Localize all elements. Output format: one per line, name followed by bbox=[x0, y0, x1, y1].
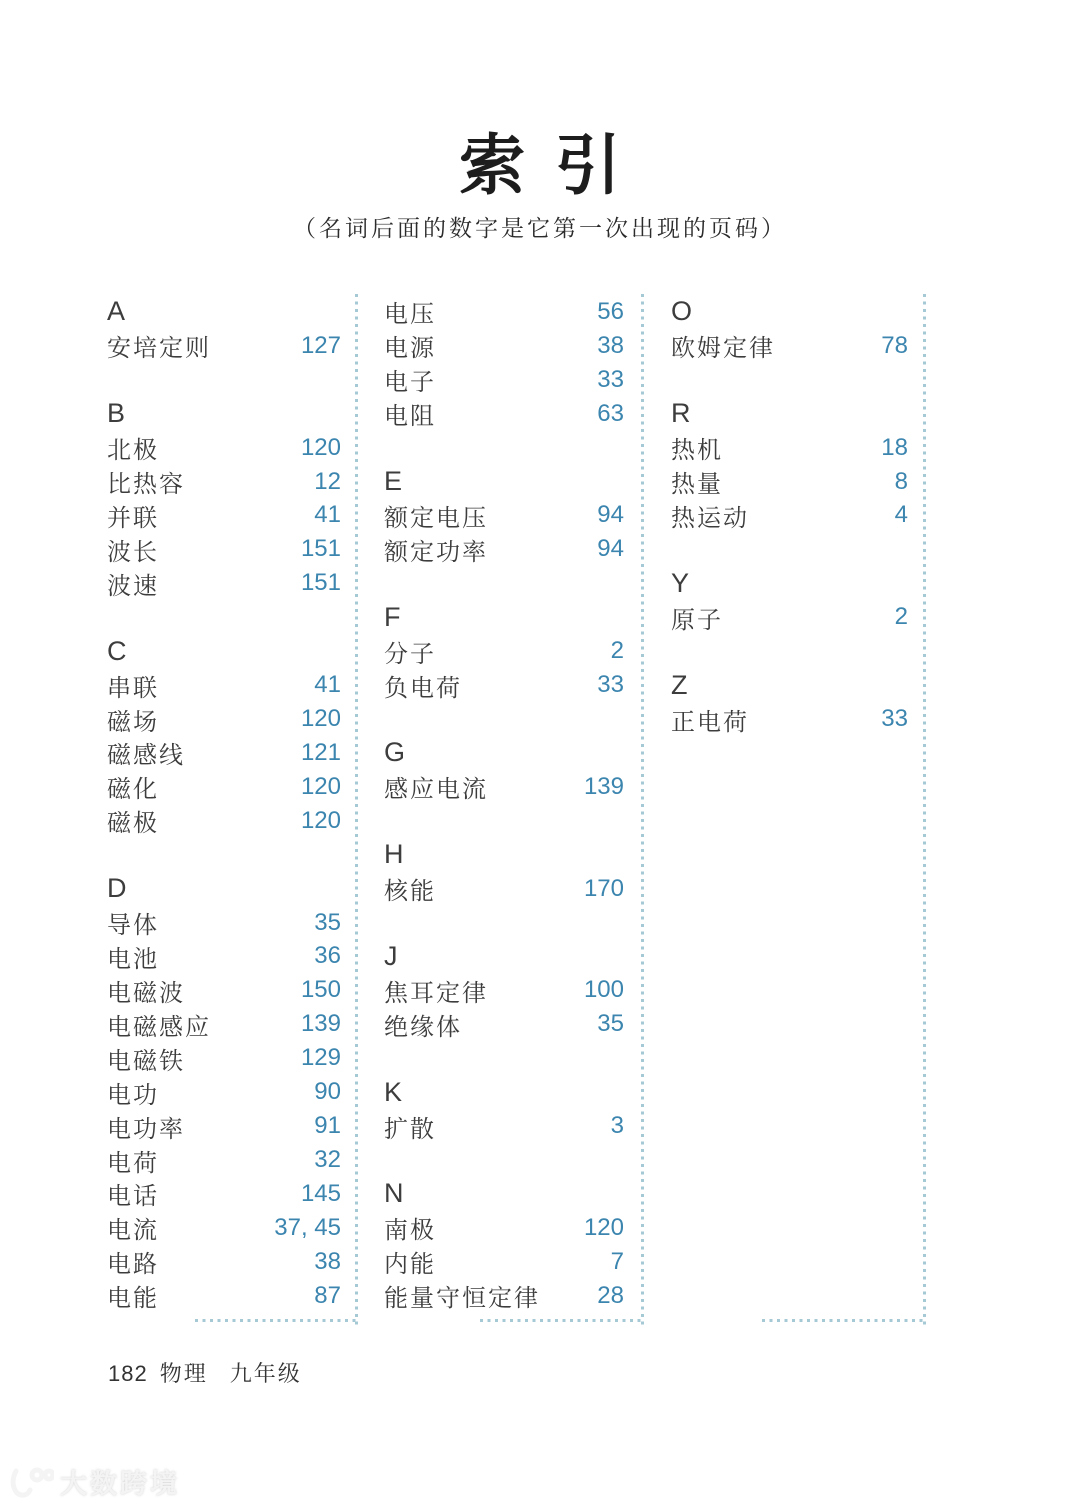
index-term-page-number: 2 bbox=[894, 603, 908, 631]
index-entry bbox=[107, 668, 341, 702]
index-term: 热机 bbox=[671, 437, 723, 465]
index-term: 并联 bbox=[107, 505, 159, 532]
index-column-1 bbox=[107, 295, 341, 1313]
index-entry bbox=[107, 1177, 341, 1211]
index-term: 扩散 bbox=[384, 1115, 436, 1143]
index-term: 电池 bbox=[107, 945, 159, 973]
section-gap bbox=[107, 363, 341, 397]
section-letter-label: H bbox=[384, 839, 404, 870]
index-entry bbox=[107, 1279, 341, 1313]
index-entry bbox=[671, 329, 908, 363]
index-term-page-number: 63 bbox=[597, 399, 624, 427]
index-term-page-number: 120 bbox=[300, 433, 341, 461]
index-term-page-number: 33 bbox=[597, 671, 624, 699]
index-term-page-number: 90 bbox=[314, 1078, 341, 1106]
index-entry bbox=[107, 1143, 341, 1177]
section-letter bbox=[384, 1075, 624, 1109]
index-term-page-number: 94 bbox=[597, 501, 624, 529]
index-entry bbox=[671, 465, 908, 499]
index-term-page-number: 35 bbox=[314, 908, 341, 936]
index-term-page-number: 151 bbox=[300, 569, 341, 597]
section-letter bbox=[671, 295, 908, 329]
section-letter-label: E bbox=[384, 466, 403, 497]
section-letter bbox=[384, 600, 624, 634]
index-entry bbox=[107, 1245, 341, 1279]
index-term-page-number: 33 bbox=[881, 705, 908, 733]
section-gap bbox=[671, 634, 908, 668]
page-title: 索引 bbox=[459, 126, 651, 204]
column-bottom-dotted-line-3 bbox=[762, 1319, 926, 1322]
index-entry bbox=[384, 295, 624, 329]
watermark-text: 大数跨境 bbox=[60, 1469, 180, 1499]
index-term-page-number: 12 bbox=[314, 467, 341, 495]
section-letter-label: O bbox=[671, 296, 693, 327]
section-letter-label: C bbox=[107, 635, 127, 666]
index-entry bbox=[384, 1279, 624, 1313]
index-term: 电功率 bbox=[107, 1115, 185, 1143]
index-term-page-number: 35 bbox=[597, 1010, 624, 1038]
index-term: 串联 bbox=[107, 674, 159, 702]
index-term: 导体 bbox=[107, 912, 159, 940]
section-gap bbox=[384, 804, 624, 838]
section-gap bbox=[384, 431, 624, 465]
index-term-page-number: 91 bbox=[314, 1112, 341, 1140]
index-term-page-number: 150 bbox=[300, 976, 341, 1004]
index-term-page-number: 32 bbox=[314, 1146, 341, 1173]
watermark-logo-icon bbox=[10, 1465, 54, 1499]
index-entry bbox=[384, 532, 624, 566]
index-term: 波速 bbox=[107, 572, 159, 600]
index-term-page-number: 145 bbox=[300, 1179, 341, 1207]
index-entry bbox=[107, 566, 341, 600]
section-letter bbox=[107, 872, 341, 906]
index-term: 感应电流 bbox=[384, 776, 488, 804]
index-term: 能量守恒定律 bbox=[384, 1285, 540, 1313]
section-letter bbox=[107, 634, 341, 668]
index-term-page-number: 7 bbox=[610, 1247, 624, 1275]
index-entry bbox=[384, 770, 624, 804]
index-entry bbox=[384, 1109, 624, 1143]
index-term: 磁感线 bbox=[107, 742, 185, 770]
index-term-page-number: 120 bbox=[300, 705, 341, 733]
column-divider-dotted-line-3 bbox=[923, 294, 926, 1328]
index-term: 电压 bbox=[384, 301, 436, 329]
index-term: 焦耳定律 bbox=[384, 979, 488, 1007]
index-term: 电功 bbox=[107, 1081, 159, 1109]
section-gap bbox=[671, 532, 908, 566]
section-letter bbox=[384, 1177, 624, 1211]
index-entry bbox=[107, 1211, 341, 1245]
index-entry bbox=[671, 600, 908, 634]
index-entry bbox=[671, 702, 908, 736]
index-entry bbox=[384, 1007, 624, 1041]
index-entry bbox=[107, 940, 341, 974]
index-entry bbox=[384, 1211, 624, 1245]
section-letter bbox=[384, 940, 624, 974]
index-term: 额定电压 bbox=[384, 505, 488, 532]
section-letter-label: D bbox=[107, 873, 127, 904]
section-gap bbox=[107, 838, 341, 872]
index-term: 电能 bbox=[107, 1285, 159, 1313]
index-term: 内能 bbox=[384, 1251, 436, 1279]
index-term-page-number: 2 bbox=[610, 637, 624, 665]
section-gap bbox=[384, 906, 624, 940]
section-letter-label: N bbox=[384, 1178, 404, 1209]
index-entry bbox=[384, 973, 624, 1007]
section-letter-label: B bbox=[107, 398, 126, 429]
index-term-page-number: 37, 45 bbox=[274, 1213, 341, 1241]
index-term: 核能 bbox=[384, 878, 436, 906]
index-entry bbox=[671, 431, 908, 465]
index-term-page-number: 36 bbox=[314, 942, 341, 970]
footer-grade: 九年级 bbox=[229, 1361, 302, 1386]
index-term-page-number: 120 bbox=[300, 806, 341, 834]
page-subtitle: （名词后面的数字是它第一次出现的页码） bbox=[293, 216, 787, 242]
index-column-3 bbox=[671, 295, 908, 736]
index-term: 电流 bbox=[107, 1217, 159, 1245]
index-term-page-number: 18 bbox=[881, 433, 908, 461]
index-entry bbox=[384, 668, 624, 702]
index-term-page-number: 151 bbox=[300, 535, 341, 563]
section-letter-label: R bbox=[671, 398, 691, 429]
index-column-2 bbox=[384, 295, 624, 1313]
section-gap bbox=[384, 1041, 624, 1075]
index-entry bbox=[107, 770, 341, 804]
index-term: 电路 bbox=[107, 1251, 159, 1279]
index-term: 电磁波 bbox=[107, 979, 185, 1007]
index-term-page-number: 78 bbox=[881, 331, 908, 359]
section-letter-label: F bbox=[384, 601, 401, 632]
index-term: 比热容 bbox=[107, 471, 185, 499]
section-letter-label: G bbox=[384, 737, 406, 768]
index-term-page-number: 38 bbox=[314, 1247, 341, 1275]
index-term: 绝缘体 bbox=[384, 1013, 462, 1041]
section-letter-label: Y bbox=[671, 567, 690, 598]
index-term-page-number: 100 bbox=[583, 976, 624, 1004]
section-letter bbox=[107, 295, 341, 329]
index-term-page-number: 170 bbox=[583, 874, 624, 902]
index-term: 分子 bbox=[384, 640, 436, 668]
index-term-page-number: 41 bbox=[314, 671, 341, 699]
index-entry bbox=[107, 1007, 341, 1041]
section-gap bbox=[384, 702, 624, 736]
section-letter bbox=[384, 838, 624, 872]
index-term: 原子 bbox=[671, 606, 723, 634]
index-term-page-number: 139 bbox=[300, 1010, 341, 1038]
index-entry bbox=[107, 431, 341, 465]
index-term-page-number: 121 bbox=[300, 738, 341, 766]
index-entry bbox=[384, 397, 624, 431]
index-term-page-number: 120 bbox=[583, 1213, 624, 1241]
index-term: 南极 bbox=[384, 1217, 436, 1245]
index-entry bbox=[384, 499, 624, 533]
index-term: 电子 bbox=[384, 369, 436, 397]
section-gap bbox=[384, 1143, 624, 1177]
index-entry bbox=[384, 363, 624, 397]
section-gap bbox=[671, 363, 908, 397]
section-letter bbox=[384, 736, 624, 770]
index-term: 磁极 bbox=[107, 810, 159, 838]
index-entry bbox=[107, 702, 341, 736]
section-gap bbox=[107, 600, 341, 634]
index-entry bbox=[384, 1245, 624, 1279]
index-term: 电磁铁 bbox=[107, 1047, 185, 1075]
index-term-page-number: 56 bbox=[597, 297, 624, 325]
index-term-page-number: 33 bbox=[597, 365, 624, 393]
index-entry bbox=[107, 736, 341, 770]
index-entry bbox=[107, 465, 341, 499]
index-term-page-number: 41 bbox=[314, 501, 341, 529]
index-entry bbox=[107, 1109, 341, 1143]
index-term: 电磁感应 bbox=[107, 1013, 211, 1041]
index-term: 正电荷 bbox=[671, 708, 749, 736]
index-term-page-number: 120 bbox=[300, 772, 341, 800]
index-term-page-number: 3 bbox=[610, 1112, 624, 1140]
index-term: 额定功率 bbox=[384, 538, 488, 566]
index-term: 电话 bbox=[107, 1183, 159, 1211]
index-term-page-number: 87 bbox=[314, 1281, 341, 1309]
index-entry bbox=[384, 329, 624, 363]
index-term-page-number: 139 bbox=[583, 772, 624, 800]
section-gap bbox=[384, 566, 624, 600]
index-term: 波长 bbox=[107, 538, 159, 566]
index-term: 热运动 bbox=[671, 505, 749, 532]
index-term-page-number: 129 bbox=[300, 1044, 341, 1072]
index-entry bbox=[107, 329, 341, 363]
index-term: 电源 bbox=[384, 335, 436, 363]
index-term-page-number: 4 bbox=[894, 501, 908, 529]
index-term: 欧姆定律 bbox=[671, 335, 775, 363]
column-divider-dotted-line-2 bbox=[641, 294, 644, 1328]
index-entry bbox=[384, 634, 624, 668]
column-bottom-dotted-line-2 bbox=[480, 1319, 644, 1322]
section-letter bbox=[671, 397, 908, 431]
section-letter bbox=[384, 465, 624, 499]
index-term-page-number: 28 bbox=[597, 1281, 624, 1309]
index-entry bbox=[107, 499, 341, 533]
index-term: 安培定则 bbox=[107, 335, 211, 363]
section-letter bbox=[671, 668, 908, 702]
index-entry bbox=[107, 973, 341, 1007]
index-term: 北极 bbox=[107, 437, 159, 465]
index-entry bbox=[107, 532, 341, 566]
section-letter-label: K bbox=[384, 1076, 403, 1107]
index-entry bbox=[107, 1041, 341, 1075]
section-letter bbox=[671, 566, 908, 600]
index-term: 电荷 bbox=[107, 1149, 159, 1177]
index-term: 负电荷 bbox=[384, 674, 462, 702]
index-term-page-number: 94 bbox=[597, 535, 624, 563]
index-entry bbox=[384, 872, 624, 906]
footer-page-number: 182 bbox=[108, 1361, 148, 1386]
index-term-page-number: 8 bbox=[894, 467, 908, 495]
index-term: 磁场 bbox=[107, 708, 159, 736]
index-term: 电阻 bbox=[384, 403, 436, 431]
index-entry bbox=[107, 804, 341, 838]
column-divider-dotted-line-1 bbox=[355, 294, 358, 1328]
section-letter-label: J bbox=[384, 940, 398, 971]
section-letter-label: Z bbox=[671, 669, 688, 700]
index-term-page-number: 38 bbox=[597, 331, 624, 359]
column-bottom-dotted-line-1 bbox=[195, 1319, 358, 1322]
index-entry bbox=[107, 906, 341, 940]
index-entry bbox=[107, 1075, 341, 1109]
section-letter bbox=[107, 397, 341, 431]
index-term: 磁化 bbox=[107, 776, 159, 804]
page-footer bbox=[108, 1357, 302, 1388]
index-entry bbox=[671, 499, 908, 533]
index-term: 热量 bbox=[671, 471, 723, 499]
footer-subject: 物理 bbox=[159, 1361, 208, 1386]
watermark bbox=[10, 1462, 180, 1501]
section-letter-label: A bbox=[107, 296, 126, 327]
index-term-page-number: 127 bbox=[300, 331, 341, 359]
